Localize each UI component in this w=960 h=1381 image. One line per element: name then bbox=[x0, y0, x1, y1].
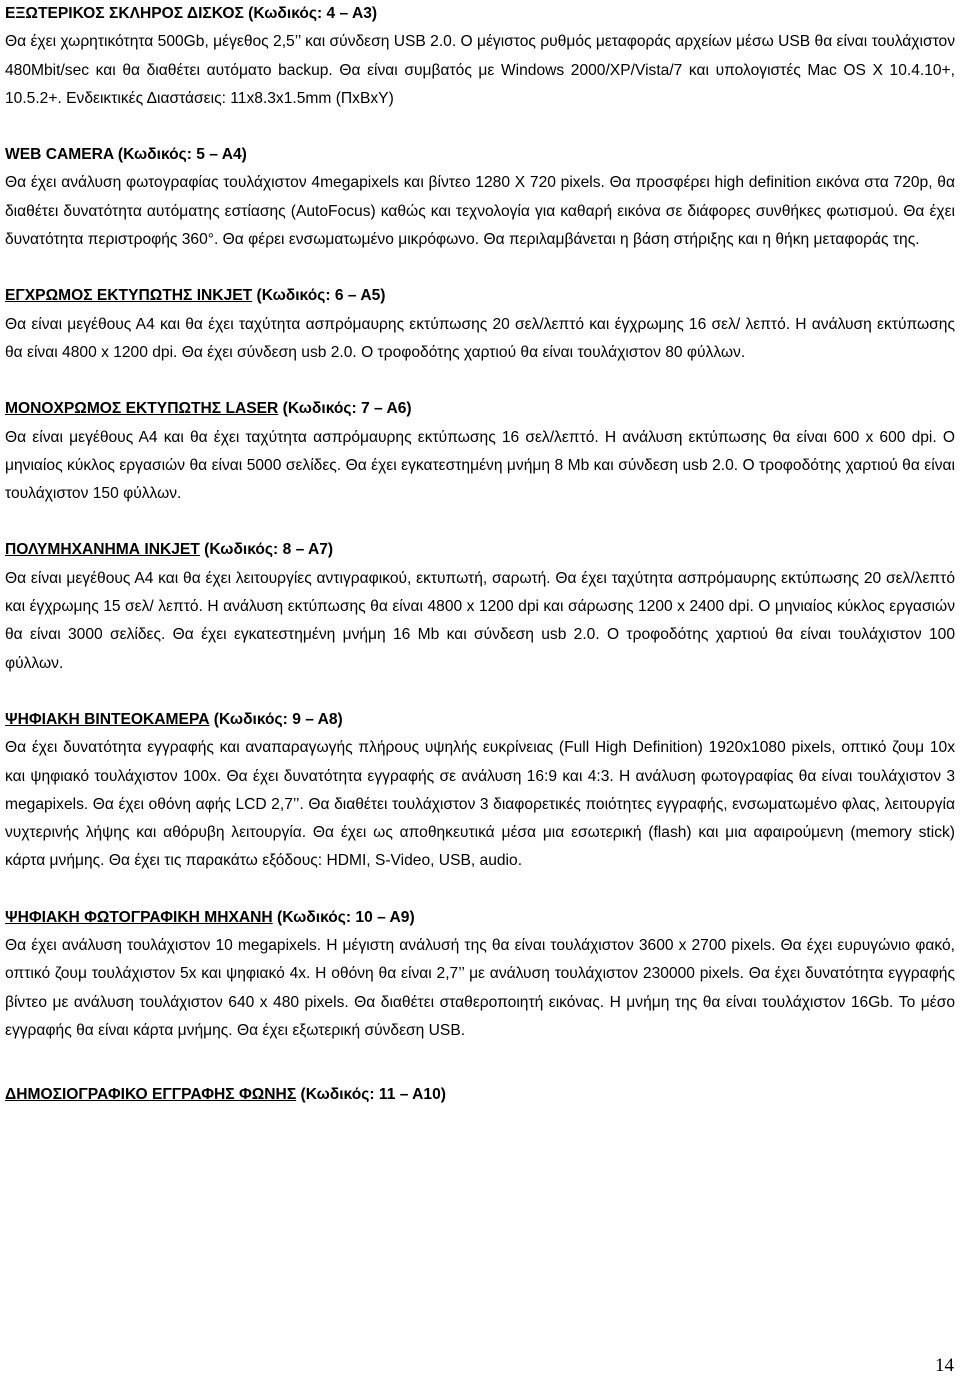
section-title bbox=[5, 395, 955, 423]
section-title-underlined: ΔΗΜΟΣΙΟΓΡΑΦΙΚΟ ΕΓΓΡΑΦΗΣ ΦΩΝΗΣ bbox=[5, 1086, 297, 1104]
section-title-underlined: ΨΗΦΙΑΚΗ ΦΩΤΟΓΡΑΦΙΚΗ ΜΗΧΑΝΗ bbox=[5, 908, 273, 926]
section-title bbox=[5, 1081, 955, 1109]
section-body: Θα έχει δυνατότητα εγγραφής και αναπαραγωγής πλήρους υψηλής ευκρίνειας (Full High Definition) 1920x1080 pixels, οπτικό ζουμ 10x και ψηφιακό τουλάχιστον 100x. Θα έχει δυνατότητα εγγραφής σε ανάλυση 16:9 και 4:3. Η ανάλυση φωτογραφίας θα είναι τουλάχιστον 3 megapixels. Θα έχει οθόνη αφής LCD 2,7’’. Θα διαθέτει τουλάχιστον 3 διαφορετικές ποιότητες εγγραφής, ενσωματωμένο φλας, λειτουργία νυχτερινής λήψης και αθόρυβη λειτουργία. Θα έχει ως αποθηκευτικά μέσα μια εσωτερική (flash) και μια αφαιρούμενη (memory stick) κάρτα μνήμης. Θα έχει τις παρακάτω εξόδους: HDMI, S-Video, USB, audio. bbox=[5, 739, 955, 870]
section-title-rest: (Κωδικός: 11 – Α10) bbox=[296, 1086, 446, 1104]
section-title-rest: (Κωδικός: 10 – Α9) bbox=[272, 908, 415, 926]
section-color-inkjet-printer bbox=[5, 282, 955, 367]
section-title-rest: WEB CAMERA (Κωδικός: 5 – Α4) bbox=[5, 146, 247, 164]
section-title-underlined: ΠΟΛΥΜΗΧΑΝΗΜΑ INKJET bbox=[5, 541, 200, 559]
section-title-underlined: ΜΟΝΟΧΡΩΜΟΣ ΕΚΤΥΠΩΤΗΣ LASER bbox=[5, 400, 279, 418]
section-title-rest: (Κωδικός: 6 – Α5) bbox=[252, 287, 386, 305]
section-title bbox=[5, 0, 955, 28]
section-title bbox=[5, 706, 955, 734]
section-title-rest: (Κωδικός: 7 – Α6) bbox=[278, 400, 412, 418]
page-number: 14 bbox=[935, 1355, 954, 1376]
section-mono-laser-printer bbox=[5, 395, 955, 508]
section-title-rest: (Κωδικός: 9 – Α8) bbox=[209, 710, 343, 728]
section-voice-recorder bbox=[5, 1081, 955, 1109]
section-body: Θα είναι μεγέθους Α4 και θα έχει ταχύτητα ασπρόμαυρης εκτύπωσης 16 σελ/λεπτό. Η ανάλυση εκτύπωσης θα είναι 600 x 600 dpi. Ο μηνιαίος κύκλος εργασιών θα είναι 5000 σελίδες. Θα έχει εγκατεστημένη μνήμη 8 Mb και σύνδεση usb 2.0. Ο τροφοδότης χαρτιού θα είναι τουλάχιστον 150 φύλλων. bbox=[5, 428, 955, 503]
section-body: Θα έχει ανάλυση τουλάχιστον 10 megapixels. Η μέγιστη ανάλυσή της θα είναι τουλάχιστον 3600 x 2700 pixels. Θα έχει ευρυγώνιο φακό, οπτικό ζουμ τουλάχιστον 5x και ψηφιακό 4x. Η οθόνη θα είναι 2,7’’ με ανάλυση τουλάχιστον 230000 pixels. Θα έχει δυνατότητα εγγραφής βίντεο με ανάλυση τουλάχιστον 640 x 480 pixels. Θα διαθέτει σταθεροποιητή εικόνας. Η μνήμη της θα είναι τουλάχιστον 16Gb. Το μέσο εγγραφής θα είναι κάρτα μνήμης. Θα έχει εξωτερική σύνδεση USB. bbox=[5, 937, 955, 1039]
section-title-underlined: ΨΗΦΙΑΚΗ ΒΙΝΤΕΟΚΑΜΕΡΑ bbox=[5, 710, 210, 728]
section-title bbox=[5, 282, 955, 310]
section-body: Θα είναι μεγέθους Α4 και θα έχει λειτουργίες αντιγραφικού, εκτυπωτή, σαρωτή. Θα έχει ταχύτητα ασπρόμαυρης εκτύπωσης 20 σελ/λεπτό και έγχρωμης 15 σελ/ λεπτό. Η ανάλυση εκτύπωσης θα είναι 4800 x 1200 dpi και σάρωσης 1200 x 2400 dpi. Ο μηνιαίος κύκλος εργασιών θα είναι 3000 σελίδες. Θα έχει εγκατεστημένη μνήμη 16 Mb και σύνδεση usb 2.0. Ο τροφοδότης χαρτιού θα είναι τουλάχιστον 100 φύλλων. bbox=[5, 569, 955, 672]
section-title bbox=[5, 536, 955, 564]
section-title bbox=[5, 141, 955, 169]
section-body: Θα έχει ανάλυση φωτογραφίας τουλάχιστον 4megapixels και βίντεο 1280 Χ 720 pixels. Θα προσφέρει high definition εικόνα στα 720p, θα διαθέτει δυνατότητα αυτόματης εστίασης (AutoFocus) καθώς και τεχνολογία για καθαρή εικόνα σε διάφορες συνθήκες φωτισμού. Θα έχει δυνατότητα περιστροφής 360°. Θα φέρει ενσωματωμένο μικρόφωνο. Θα περιλαμβάνεται η βάση στήριξης και η θήκη μεταφοράς της. bbox=[5, 174, 955, 249]
section-title-underlined: ΕΓΧΡΩΜΟΣ ΕΚΤΥΠΩΤΗΣ INKJET bbox=[5, 287, 253, 305]
section-web-camera bbox=[5, 141, 955, 254]
section-body: Θα είναι μεγέθους Α4 και θα έχει ταχύτητα ασπρόμαυρης εκτύπωσης 20 σελ/λεπτό και έγχρωμης 16 σελ/ λεπτό. Η ανάλυση εκτύπωσης θα είναι 4800 x 1200 dpi. Θα έχει σύνδεση usb 2.0. Ο τροφοδότης χαρτιού θα είναι τουλάχιστον 80 φύλλων. bbox=[5, 315, 955, 361]
section-digital-camcorder bbox=[5, 706, 955, 876]
section-digital-camera bbox=[5, 904, 955, 1045]
section-body: Θα έχει χωρητικότητα 500Gb, μέγεθος 2,5’’ και σύνδεση USB 2.0. Ο μέγιστος ρυθμός μεταφοράς αρχείων μέσω USB θα είναι τουλάχιστον 480Mbit/sec και θα διαθέτει αυτόματο backup. Θα είναι συμβατός με Windows 2000/XP/Vista/7 και υπολογιστές Mac OS X 10.4.10+, 10.5.2+. Ενδεικτικές Διαστάσεις: 11x8.3x1.5mm (ΠxΒxΥ) bbox=[5, 33, 955, 107]
section-external-hard-disk bbox=[5, 0, 955, 113]
section-inkjet-multifunction bbox=[5, 536, 955, 677]
section-title bbox=[5, 904, 955, 932]
section-title-rest: (Κωδικός: 8 – Α7) bbox=[199, 541, 334, 559]
section-title-rest: ΕΞΩΤΕΡΙΚΟΣ ΣΚΛΗΡΟΣ ΔΙΣΚΟΣ (Κωδικός: 4 – Α3) bbox=[5, 5, 378, 22]
